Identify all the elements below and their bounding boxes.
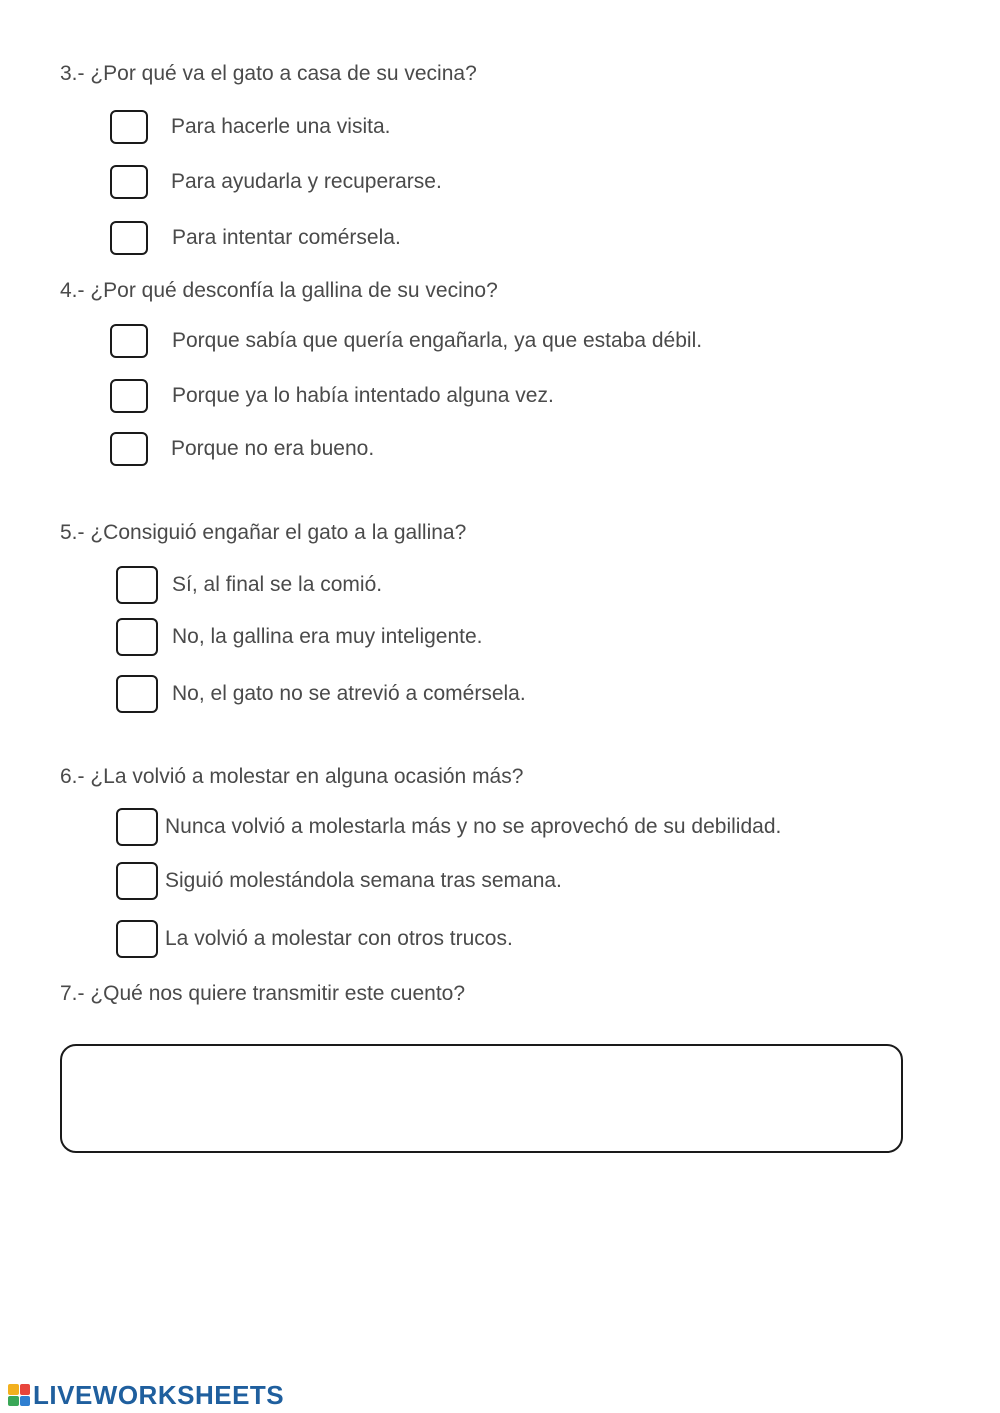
logo-icon-square-1 [8,1384,19,1395]
question-4-option-3-checkbox[interactable] [110,432,148,466]
question-4-option-3[interactable] [110,430,374,468]
question-6-option-2[interactable] [116,862,562,900]
question-6-option-3-checkbox[interactable] [116,920,158,958]
question-4-option-2[interactable] [110,377,554,415]
question-6-text: 6.- ¿La volvió a molestar en alguna ocasión más? [60,765,524,788]
question-3-option-2-label: Para ayudarla y recuperarse. [171,170,442,193]
logo-icon [8,1384,30,1406]
question-4-option-3-label: Porque no era bueno. [171,437,375,460]
logo-icon-square-4 [20,1396,31,1407]
question-6-option-3[interactable] [116,920,513,958]
question-6-option-1-checkbox[interactable] [116,808,158,846]
question-3-option-1[interactable] [110,108,390,146]
question-5-option-1[interactable] [116,566,382,604]
question-7-text: 7.- ¿Qué nos quiere transmitir este cuento? [60,982,466,1005]
question-6-option-1[interactable] [116,808,781,846]
question-4-text: 4.- ¿Por qué desconfía la gallina de su vecino? [60,279,498,302]
question-5-option-2-label: No, la gallina era muy inteligente. [172,625,483,648]
question-4-option-2-checkbox[interactable] [110,379,148,413]
question-7-answer-box[interactable] [60,1044,903,1153]
question-3-option-2[interactable] [110,163,442,201]
question-6-option-2-label: Siguió molestándola semana tras semana. [165,869,562,892]
question-6-option-2-checkbox[interactable] [116,862,158,900]
liveworksheets-logo [8,1381,284,1409]
question-5-option-3[interactable] [116,675,526,713]
question-3-option-3-label: Para intentar comérsela. [172,226,401,249]
question-3-text: 3.- ¿Por qué va el gato a casa de su vecina? [60,62,477,85]
question-5-text: 5.- ¿Consiguió engañar el gato a la gallina? [60,521,467,544]
logo-icon-square-2 [20,1384,31,1395]
question-5-option-1-checkbox[interactable] [116,566,158,604]
question-6-option-1-label: Nunca volvió a molestarla más y no se aprovechó de su debilidad. [165,815,782,838]
question-5-option-2[interactable] [116,618,483,656]
question-7-answer-input[interactable] [62,1046,901,1151]
question-3-option-1-checkbox[interactable] [110,110,148,144]
question-3-option-2-checkbox[interactable] [110,165,148,199]
question-3-option-3[interactable] [110,219,401,257]
question-4-option-1-label: Porque sabía que quería engañarla, ya que estaba débil. [172,329,703,352]
logo-text: LIVEWORKSHEETS [33,1379,285,1410]
question-4-option-1-checkbox[interactable] [110,324,148,358]
question-3-option-1-label: Para hacerle una visita. [171,115,391,138]
question-5-option-2-checkbox[interactable] [116,618,158,656]
question-5-option-3-label: No, el gato no se atrevió a comérsela. [172,682,526,705]
logo-icon-square-3 [8,1396,19,1407]
question-4-option-2-label: Porque ya lo había intentado alguna vez. [172,384,554,407]
question-4-option-1[interactable] [110,322,702,360]
question-5-option-1-label: Sí, al final se la comió. [172,573,383,596]
question-5-option-3-checkbox[interactable] [116,675,158,713]
question-6-option-3-label: La volvió a molestar con otros trucos. [165,927,513,950]
question-3-option-3-checkbox[interactable] [110,221,148,255]
